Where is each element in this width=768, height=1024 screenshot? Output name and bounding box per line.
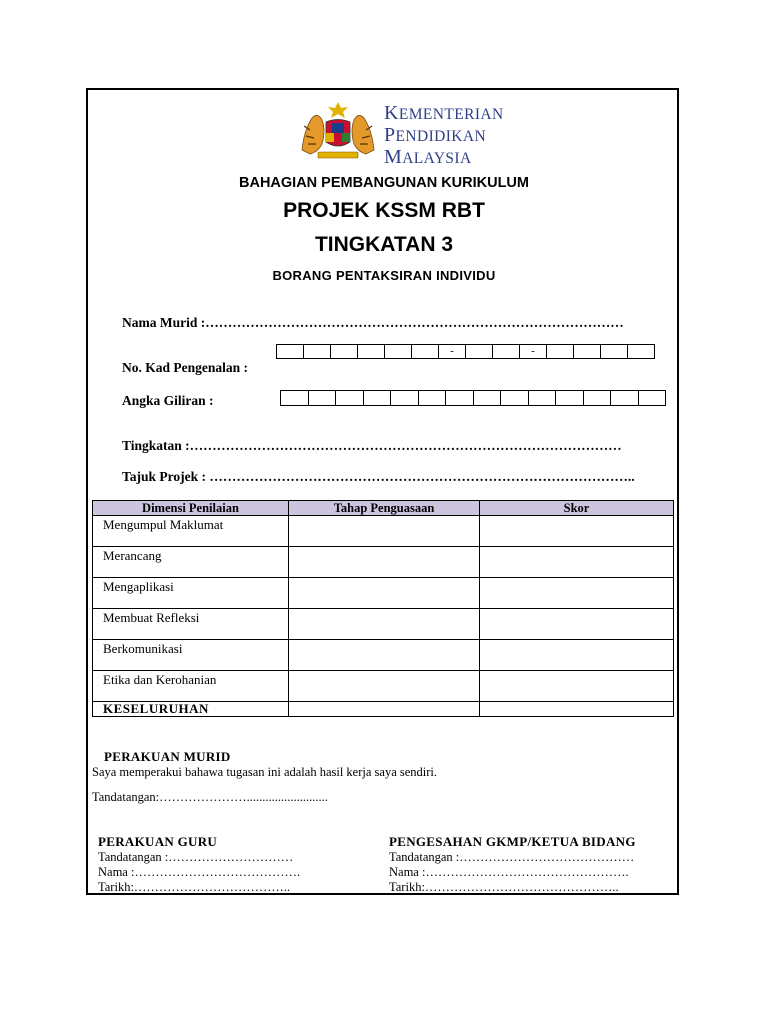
pengesahan-tandatangan[interactable]: Tandatangan :…………………………………… (389, 850, 635, 864)
ministry-initial: P (384, 124, 396, 146)
ic-number-boxes[interactable] (276, 344, 655, 359)
table-header-row (93, 501, 674, 516)
form-title: BORANG PENTAKSIRAN INDIVIDU (272, 268, 496, 283)
guru-nama[interactable]: Nama :…………………………………. (98, 865, 301, 879)
header-skor: Skor (480, 501, 674, 516)
dimension-cell: Mengumpul Maklumat (93, 516, 289, 547)
skor-cell[interactable] (480, 609, 674, 640)
tahap-cell[interactable] (289, 516, 480, 547)
table-row (93, 609, 674, 640)
table-row (93, 516, 674, 547)
ic-box[interactable] (385, 344, 412, 359)
giliran-box[interactable] (501, 390, 529, 406)
giliran-box[interactable] (419, 390, 447, 406)
header-dimensi: Dimensi Penilaian (93, 501, 289, 516)
ministry-line-1 (384, 103, 504, 125)
giliran-box[interactable] (309, 390, 337, 406)
tingkatan-field[interactable]: Tingkatan :…………………………………………………………………………………… (122, 438, 622, 453)
ministry-rest: ALAYSIA (402, 150, 472, 167)
guru-tarikh[interactable]: Tarikh:……………………………….. (98, 880, 291, 894)
perakuan-guru-title: PERAKUAN GURU (98, 834, 218, 849)
table-row (93, 671, 674, 702)
ic-separator: - (520, 344, 547, 359)
skor-cell[interactable] (480, 640, 674, 671)
perakuan-murid-signature[interactable]: Tandatangan:………………….......................... (92, 790, 328, 804)
dimension-cell: Merancang (93, 547, 289, 578)
project-title: PROJEK KSSM RBT (283, 199, 485, 222)
skor-cell[interactable] (480, 516, 674, 547)
ic-box[interactable] (331, 344, 358, 359)
giliran-box[interactable] (281, 390, 309, 406)
giliran-box[interactable] (529, 390, 557, 406)
ic-box[interactable] (628, 344, 655, 359)
ministry-initial: K (384, 102, 399, 124)
ministry-name (384, 103, 504, 169)
giliran-box[interactable] (556, 390, 584, 406)
division-title: BAHAGIAN PEMBANGUNAN KURIKULUM (239, 175, 529, 191)
level-title: TINGKATAN 3 (314, 233, 454, 256)
ic-box[interactable] (412, 344, 439, 359)
ic-box[interactable] (358, 344, 385, 359)
total-skor-cell[interactable] (480, 702, 674, 717)
skor-cell[interactable] (480, 671, 674, 702)
dimension-cell: Membuat Refleksi (93, 609, 289, 640)
table-row (93, 640, 674, 671)
header-tahap: Tahap Penguasaan (289, 501, 480, 516)
coat-of-arms-logo (288, 100, 388, 162)
giliran-box[interactable] (611, 390, 639, 406)
dimension-cell: Etika dan Kerohanian (93, 671, 289, 702)
ic-box[interactable] (574, 344, 601, 359)
giliran-box[interactable] (474, 390, 502, 406)
tahap-cell[interactable] (289, 578, 480, 609)
tahap-cell[interactable] (289, 640, 480, 671)
total-tahap-cell[interactable] (289, 702, 480, 717)
assessment-table (92, 500, 674, 717)
giliran-box[interactable] (364, 390, 392, 406)
table-row (93, 547, 674, 578)
angka-giliran-boxes[interactable] (280, 390, 666, 406)
total-label-cell: KESELURUHAN (93, 702, 289, 717)
skor-cell[interactable] (480, 578, 674, 609)
ministry-line-2 (384, 125, 504, 147)
tahap-cell[interactable] (289, 547, 480, 578)
giliran-box[interactable] (446, 390, 474, 406)
ic-box[interactable] (304, 344, 331, 359)
ic-separator: - (439, 344, 466, 359)
ministry-initial: M (384, 146, 403, 168)
ic-box[interactable] (601, 344, 628, 359)
perakuan-murid-statement: Saya memperakui bahawa tugasan ini adalah hasil kerja saya sendiri. (92, 765, 438, 779)
tajuk-projek-field[interactable]: Tajuk Projek : ………………………………………………………………………………….. (122, 469, 635, 484)
pengesahan-tarikh[interactable]: Tarikh:……………………………………….. (389, 880, 619, 894)
guru-tandatangan[interactable]: Tandatangan :………………………… (98, 850, 294, 864)
no-kad-label: No. Kad Pengenalan : (122, 360, 249, 375)
tahap-cell[interactable] (289, 609, 480, 640)
ic-box[interactable] (277, 344, 304, 359)
ic-box[interactable] (493, 344, 520, 359)
giliran-box[interactable] (639, 390, 667, 406)
skor-cell[interactable] (480, 547, 674, 578)
pengesahan-title: PENGESAHAN GKMP/KETUA BIDANG (389, 834, 636, 849)
giliran-box[interactable] (584, 390, 612, 406)
pengesahan-nama[interactable]: Nama :…………………………………………. (389, 865, 629, 879)
table-total-row (93, 702, 674, 717)
dimension-cell: Berkomunikasi (93, 640, 289, 671)
nama-murid-field[interactable]: Nama Murid :………………………………………………………………………………… (122, 315, 624, 330)
giliran-box[interactable] (391, 390, 419, 406)
ministry-rest: EMENTERIAN (398, 106, 504, 123)
dimension-cell: Mengaplikasi (93, 578, 289, 609)
perakuan-murid-title: PERAKUAN MURID (104, 749, 231, 764)
ministry-rest: ENDIDIKAN (395, 128, 487, 145)
angka-giliran-label: Angka Giliran : (122, 393, 214, 408)
giliran-box[interactable] (336, 390, 364, 406)
ministry-line-3 (384, 147, 504, 169)
ic-box[interactable] (466, 344, 493, 359)
tahap-cell[interactable] (289, 671, 480, 702)
table-row (93, 578, 674, 609)
ic-box[interactable] (547, 344, 574, 359)
